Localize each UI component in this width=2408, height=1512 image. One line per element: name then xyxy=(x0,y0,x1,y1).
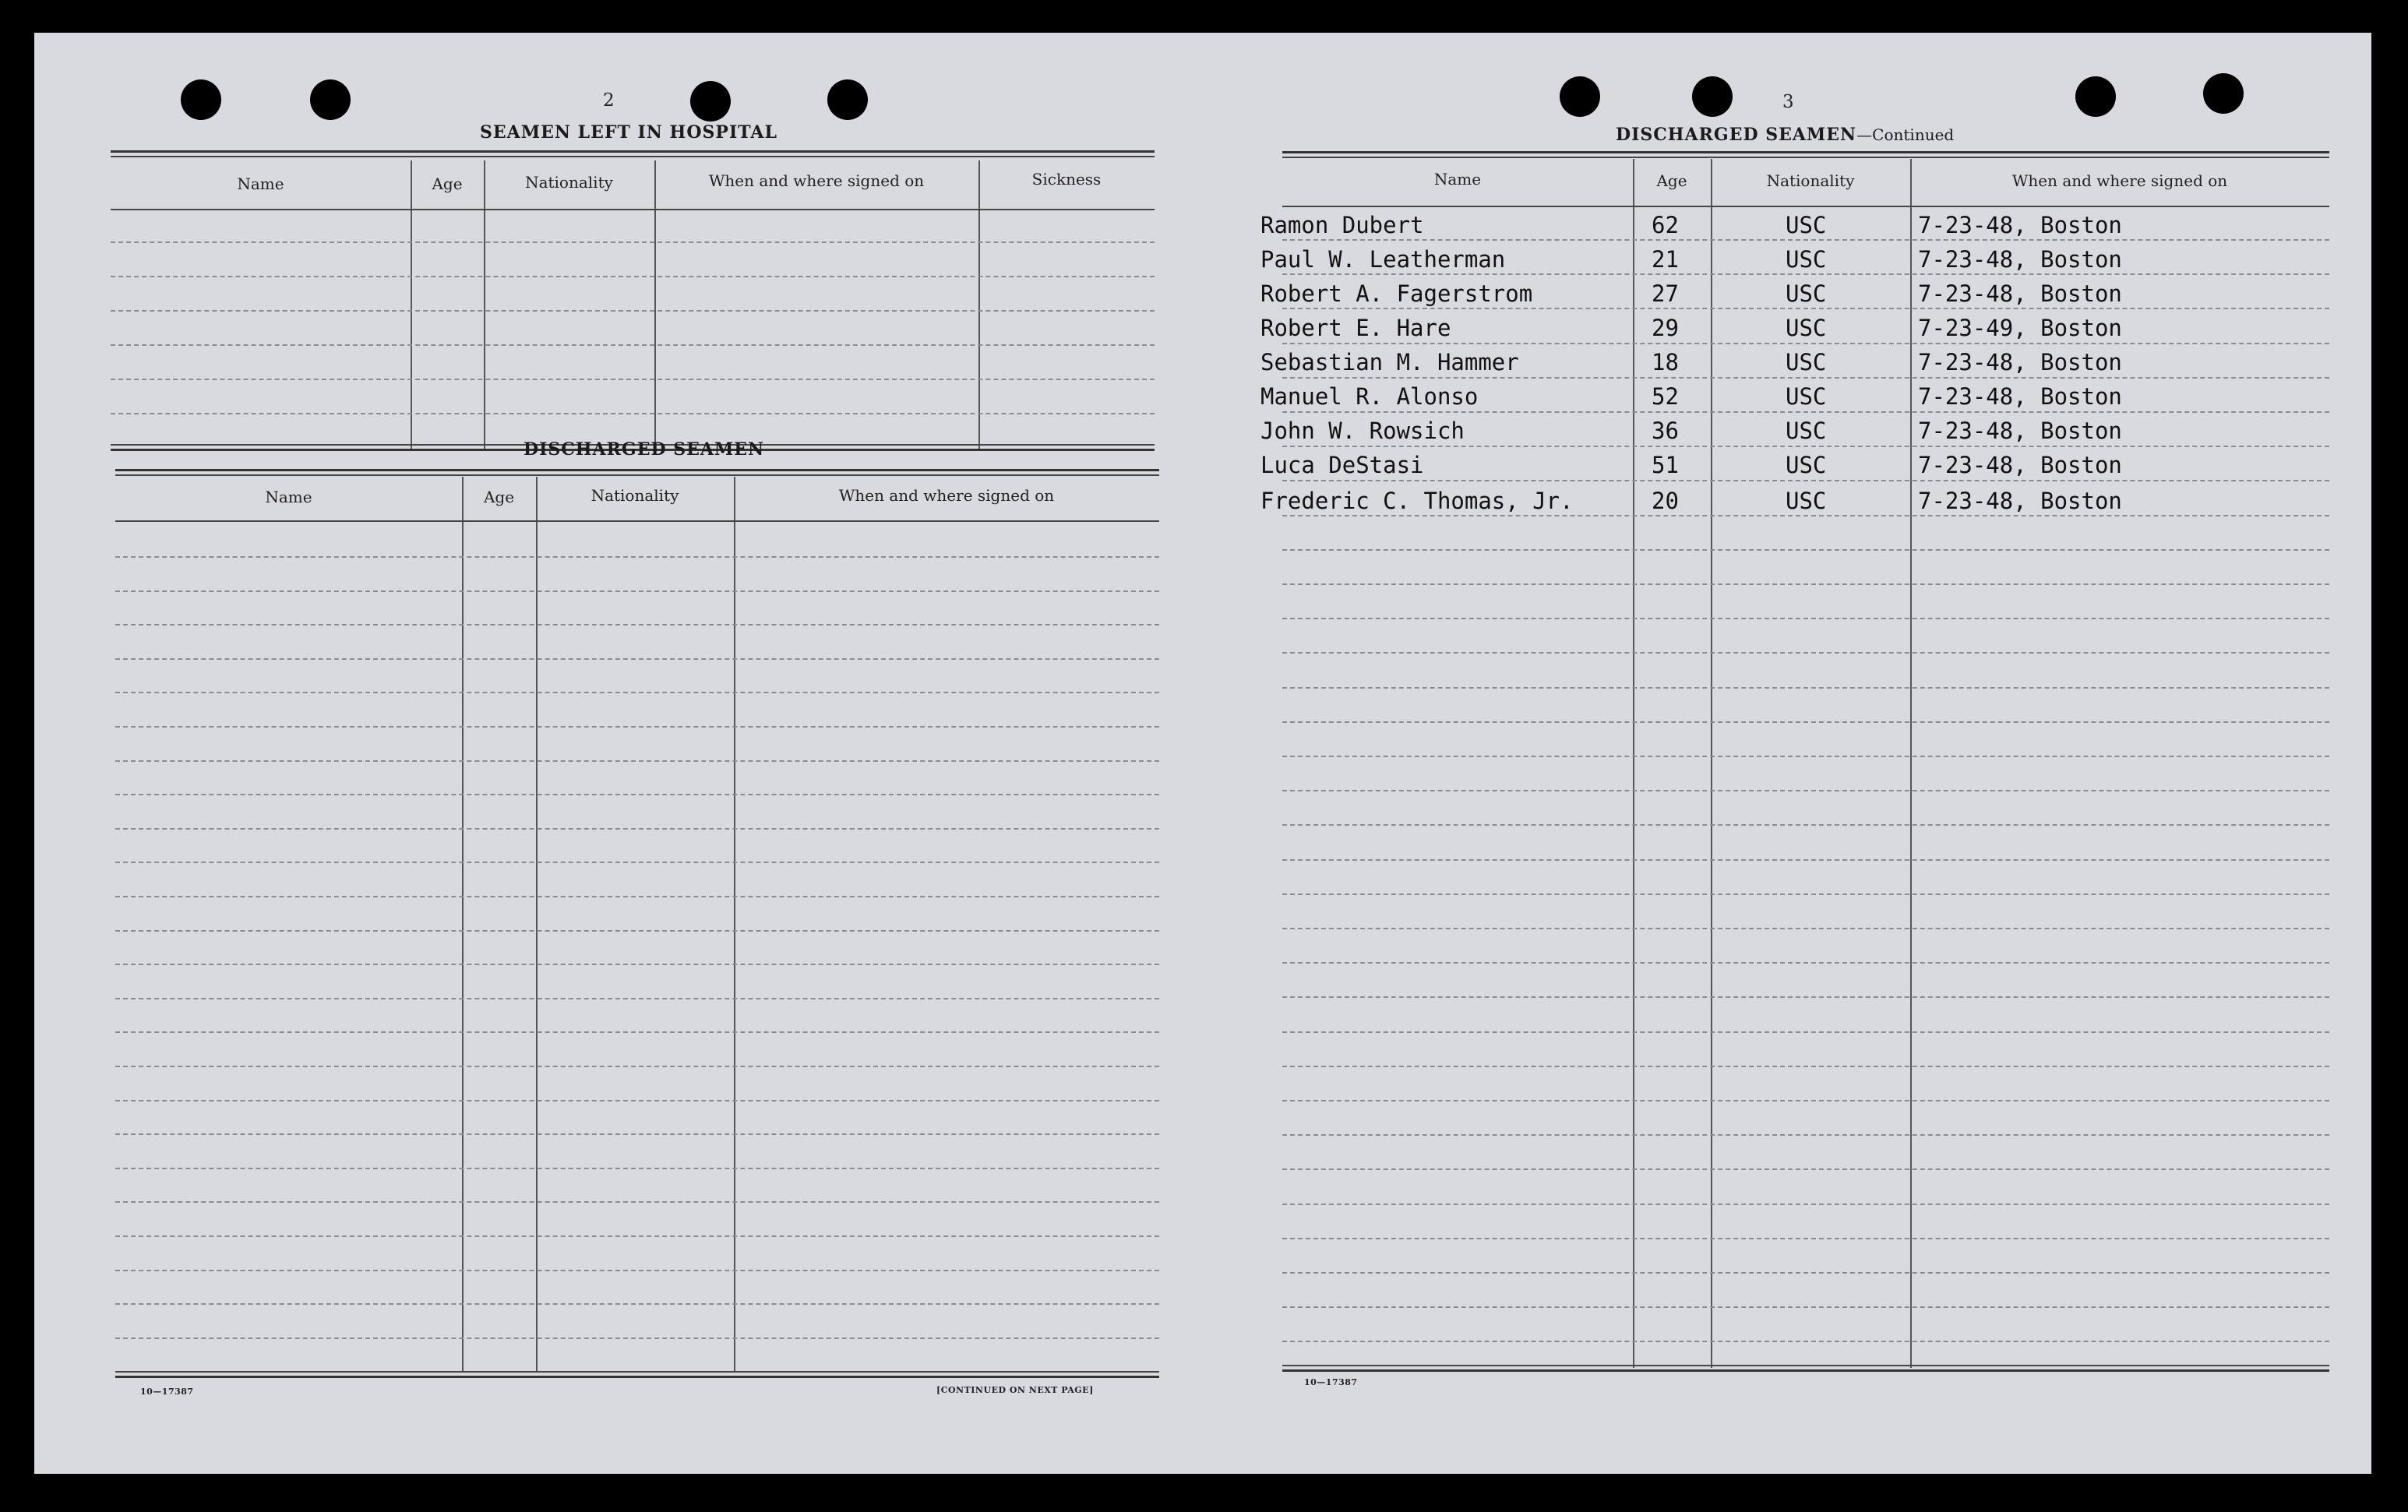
ruled-line xyxy=(1282,756,2329,757)
punch-hole xyxy=(827,79,868,120)
ruled-line xyxy=(1282,721,2329,723)
right-row-signed-on: 7-23-48, Boston xyxy=(1918,383,2122,410)
ruled-line xyxy=(1282,1272,2329,1274)
right-row-signed-on: 7-23-48, Boston xyxy=(1918,246,2122,273)
ruled-line xyxy=(115,726,1159,728)
ruled-line xyxy=(115,930,1159,932)
right-header-rule xyxy=(1282,206,2329,207)
hospital-row-line xyxy=(111,379,1155,380)
discharged-header-nationality: Nationality xyxy=(591,486,679,505)
ruled-line xyxy=(115,692,1159,693)
right-header-name: Name xyxy=(1433,170,1482,189)
ruled-line xyxy=(115,1235,1159,1237)
ruled-line xyxy=(115,1133,1159,1135)
ruled-line xyxy=(1282,411,2329,413)
punch-hole xyxy=(1560,76,1600,117)
ruled-line xyxy=(115,1100,1159,1101)
hospital-column-divider xyxy=(484,160,485,450)
ruled-line xyxy=(1282,824,2329,826)
ruled-line xyxy=(1282,515,2329,516)
hospital-row-line xyxy=(111,310,1155,312)
right-row-age: 51 xyxy=(1652,452,1679,478)
hospital-header-rule xyxy=(111,209,1155,210)
ruled-line xyxy=(115,556,1159,558)
ruled-line xyxy=(1282,273,2329,275)
discharged-column-divider xyxy=(734,477,735,1373)
ruled-line xyxy=(115,1201,1159,1203)
ruled-line xyxy=(1282,1204,2329,1205)
punch-hole xyxy=(2203,73,2244,114)
right-row-nationality: USC xyxy=(1786,418,1827,444)
punch-hole xyxy=(310,79,351,120)
ruled-line xyxy=(115,998,1159,999)
hospital-top-rule-2 xyxy=(111,156,1155,157)
ruled-line xyxy=(1282,1168,2329,1170)
right-row-nationality: USC xyxy=(1786,452,1827,478)
ruled-line xyxy=(115,1031,1159,1033)
right-row-signed-on: 7-23-48, Boston xyxy=(1918,488,2122,514)
right-row-age: 29 xyxy=(1652,315,1679,341)
ruled-line xyxy=(1282,1134,2329,1136)
ruled-line xyxy=(1282,859,2329,861)
punch-hole xyxy=(1692,76,1733,117)
ruled-line xyxy=(1282,343,2329,344)
document-sheet xyxy=(34,33,2371,1474)
punch-hole xyxy=(181,79,221,120)
ruled-line xyxy=(1282,962,2329,964)
ruled-line xyxy=(1282,239,2329,241)
right-row-nationality: USC xyxy=(1786,246,1827,273)
ruled-line xyxy=(1282,1031,2329,1033)
hospital-header-age: Age xyxy=(432,174,463,193)
discharged-top-rule-2 xyxy=(115,474,1159,476)
ruled-line xyxy=(1282,687,2329,689)
right-row-signed-on: 7-23-49, Boston xyxy=(1918,315,2122,341)
discharged-header-age: Age xyxy=(483,488,515,506)
right-header-signed-on: When and where signed on xyxy=(2011,171,2228,190)
ruled-line xyxy=(115,658,1159,660)
hospital-column-divider xyxy=(411,160,412,450)
discharged-header-rule xyxy=(115,520,1159,522)
discharged-header-name: Name xyxy=(265,488,312,506)
ruled-line xyxy=(115,1270,1159,1271)
right-column-divider xyxy=(1711,159,1712,1368)
ruled-line xyxy=(1282,583,2329,585)
ruled-line xyxy=(1282,790,2329,791)
right-row-age: 20 xyxy=(1652,488,1679,514)
hospital-row-line xyxy=(111,344,1155,346)
hospital-header-nationality: Nationality xyxy=(525,173,613,192)
form-number-left: 10—17387 xyxy=(140,1387,194,1397)
ruled-line xyxy=(1282,377,2329,379)
ruled-line xyxy=(1282,549,2329,551)
right-row-name: Luca DeStasi xyxy=(1260,452,1424,478)
ruled-line xyxy=(1282,652,2329,654)
ruled-line xyxy=(1282,1100,2329,1101)
punch-hole xyxy=(690,81,731,122)
discharged-bottom-rule-2 xyxy=(115,1376,1159,1378)
ruled-line xyxy=(115,794,1159,795)
ruled-line xyxy=(115,964,1159,965)
right-row-age: 52 xyxy=(1652,383,1679,410)
ruled-line xyxy=(1282,1238,2329,1239)
right-column-divider xyxy=(1910,159,1912,1368)
right-row-signed-on: 7-23-48, Boston xyxy=(1918,452,2122,478)
hospital-header-signed-on: When and where signed on xyxy=(708,171,925,190)
discharged-column-divider xyxy=(536,477,538,1373)
ruled-line xyxy=(115,1338,1159,1339)
ruled-line xyxy=(115,862,1159,863)
right-row-name: John W. Rowsich xyxy=(1260,418,1465,444)
right-bottom-rule xyxy=(1282,1365,2329,1366)
right-row-nationality: USC xyxy=(1786,315,1827,341)
right-row-nationality: USC xyxy=(1786,349,1827,375)
right-bottom-rule-2 xyxy=(1282,1369,2329,1372)
right-row-age: 21 xyxy=(1652,246,1679,273)
discharged-continued-title xyxy=(1616,125,1954,145)
ruled-line xyxy=(1282,928,2329,929)
right-column-divider xyxy=(1633,159,1634,1368)
right-header-age: Age xyxy=(1656,171,1687,190)
right-row-nationality: USC xyxy=(1786,212,1827,238)
hospital-column-divider xyxy=(654,160,656,450)
ruled-line xyxy=(115,624,1159,626)
right-row-age: 36 xyxy=(1652,418,1679,444)
right-row-name: Frederic C. Thomas, Jr. xyxy=(1260,488,1574,514)
right-row-name: Robert E. Hare xyxy=(1260,315,1451,341)
hospital-row-line xyxy=(111,413,1155,414)
hospital-column-divider xyxy=(978,160,980,450)
ruled-line xyxy=(115,590,1159,592)
hospital-header-sickness: Sickness xyxy=(1031,170,1102,189)
right-row-name: Manuel R. Alonso xyxy=(1260,383,1479,410)
right-row-nationality: USC xyxy=(1786,383,1827,410)
ruled-line xyxy=(1282,996,2329,998)
right-top-rule xyxy=(1282,151,2329,153)
discharged-header-signed-on: When and where signed on xyxy=(838,486,1055,505)
page-number-right: 3 xyxy=(1782,92,1794,112)
right-row-age: 27 xyxy=(1652,280,1679,307)
ruled-line xyxy=(1282,480,2329,481)
ruled-line xyxy=(115,828,1159,830)
ruled-line xyxy=(1282,308,2329,309)
right-row-signed-on: 7-23-48, Boston xyxy=(1918,349,2122,375)
right-top-rule-2 xyxy=(1282,157,2329,158)
ruled-line xyxy=(115,760,1159,762)
discharged-column-divider xyxy=(462,477,464,1373)
right-header-nationality: Nationality xyxy=(1766,171,1855,190)
right-row-signed-on: 7-23-48, Boston xyxy=(1918,418,2122,444)
right-row-name: Ramon Dubert xyxy=(1260,212,1424,238)
discharged-section-title: DISCHARGED SEAMEN xyxy=(524,439,765,460)
ruled-line xyxy=(115,1303,1159,1305)
hospital-row-line xyxy=(111,276,1155,277)
hospital-header-name: Name xyxy=(237,174,284,193)
right-row-name: Sebastian M. Hammer xyxy=(1260,349,1519,375)
continued-suffix: —Continued xyxy=(1856,125,1955,144)
right-row-age: 62 xyxy=(1652,212,1679,238)
right-row-name: Paul W. Leatherman xyxy=(1260,246,1506,273)
right-row-nationality: USC xyxy=(1786,280,1827,307)
right-row-signed-on: 7-23-48, Boston xyxy=(1918,280,2122,307)
form-number-right: 10—17387 xyxy=(1304,1377,1358,1387)
right-row-nationality: USC xyxy=(1786,488,1827,514)
hospital-top-rule xyxy=(111,150,1155,153)
continued-note: [CONTINUED ON NEXT PAGE] xyxy=(936,1385,1094,1395)
right-row-age: 18 xyxy=(1652,349,1679,375)
ruled-line xyxy=(115,1066,1159,1067)
discharged-continued-title-main: DISCHARGED SEAMEN xyxy=(1616,125,1857,145)
ruled-line xyxy=(1282,893,2329,895)
page-number-left: 2 xyxy=(603,90,615,111)
hospital-section-title: SEAMEN LEFT IN HOSPITAL xyxy=(480,122,777,143)
punch-hole xyxy=(2075,76,2116,117)
ruled-line xyxy=(115,1168,1159,1169)
discharged-bottom-rule xyxy=(115,1371,1159,1373)
right-row-name: Robert A. Fagerstrom xyxy=(1260,280,1533,307)
ruled-line xyxy=(1282,1306,2329,1308)
right-row-signed-on: 7-23-48, Boston xyxy=(1918,212,2122,238)
hospital-row-line xyxy=(111,241,1155,243)
ruled-line xyxy=(115,896,1159,897)
ruled-line xyxy=(1282,446,2329,447)
ruled-line xyxy=(1282,1066,2329,1067)
ruled-line xyxy=(1282,1341,2329,1342)
discharged-top-rule xyxy=(115,469,1159,471)
ruled-line xyxy=(1282,618,2329,619)
